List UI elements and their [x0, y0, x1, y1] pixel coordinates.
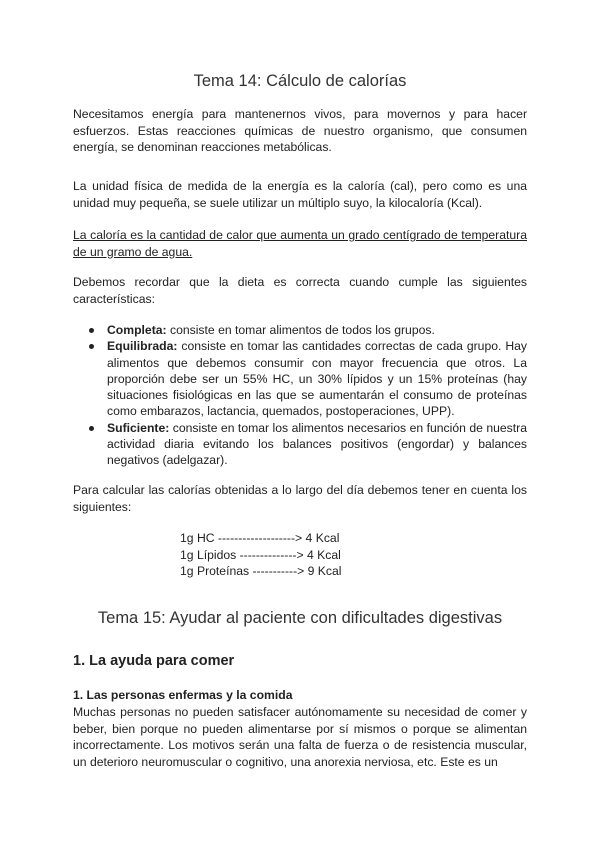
diet-characteristics-list — [73, 322, 527, 469]
section-heading — [73, 653, 234, 669]
list-item — [73, 338, 527, 419]
bullet-icon — [89, 328, 94, 333]
list-item-text: consiste en tomar alimentos de todos los grupos. — [166, 323, 435, 337]
paragraph-unidad-fisica: La unidad física de medida de la energía es la caloría (cal), pero como es una unidad muy pequeña, se suele utilizar un múltiplo suyo, la kilocaloría (Kcal). — [73, 179, 527, 210]
calorie-equivalences — [180, 530, 342, 580]
list-item-text: consiste en tomar las cantidades correctas de cada grupo. Hay alimentos que debemos consumir con mayor frecuencia que otros. La proporción debe ser un 55% HC, un 30% lípidos y un 15% proteínas (hay situaciones fisiológicas en las que se aumentarán el consumo de proteínas como embarazos, lactancia, quemados, postoperaciones, UPP). — [107, 339, 527, 419]
section-title: La ayuda para comer — [85, 653, 235, 669]
bullet-icon — [89, 426, 94, 431]
bullet-icon — [89, 344, 94, 349]
paragraph-definicion-caloria: La caloría es la cantidad de calor que aumenta un grado centígrado de temperatura de un gramo de agua. — [73, 228, 527, 259]
paragraph-personas-enfermas: Muchas personas no pueden satisfacer autónomamente su necesidad de comer y beber, bien porque no pueden alimentarse por sí mismos o porque se alimentan incorrectamente. Los motivos serán una falta de fuerza o de resistencia muscular, un deterioro neuromuscular o cognitivo, una anorexia nerviosa, etc. Este es un — [73, 705, 527, 769]
equivalence-hc: 1g HC -------------------> 4 Kcal — [180, 531, 340, 545]
list-item-term: Completa: — [107, 323, 167, 337]
paragraph-calcular-calorias: Para calcular las calorías obtenidas a lo largo del día debemos tener en cuenta los siguientes: — [73, 483, 527, 514]
list-item-term: Equilibrada: — [107, 339, 178, 354]
paragraph-energia: Necesitamos energía para mantenernos vivos, para movernos y para hacer esfuerzos. Estas reacciones químicas de nuestro organismo, que consumen energía, se denominan reacciones metabólicas. — [73, 107, 527, 154]
tema-15-title: Tema 15: Ayudar al paciente con dificultades digestivas — [97, 609, 503, 627]
list-item — [73, 322, 527, 338]
equivalence-proteinas: 1g Proteínas -----------> 9 Kcal — [180, 564, 342, 578]
subsection-heading: 1. Las personas enfermas y la comida — [73, 688, 293, 702]
equivalence-lipidos: 1g Lípidos --------------> 4 Kcal — [180, 547, 341, 562]
paragraph-dieta-correcta: Debemos recordar que la dieta es correcta cuando cumple las siguientes características: — [73, 275, 527, 306]
list-item — [73, 420, 527, 469]
list-item-term: Suficiente: — [107, 420, 170, 435]
list-item-text: consiste en tomar los alimentos necesarios en función de nuestra actividad diaria evitando los balances positivos (engordar) y balances negativos (adelgazar). — [107, 420, 527, 468]
section-number: 1. — [73, 653, 86, 669]
tema-14-title: Tema 14: Cálculo de calorías — [193, 72, 407, 90]
